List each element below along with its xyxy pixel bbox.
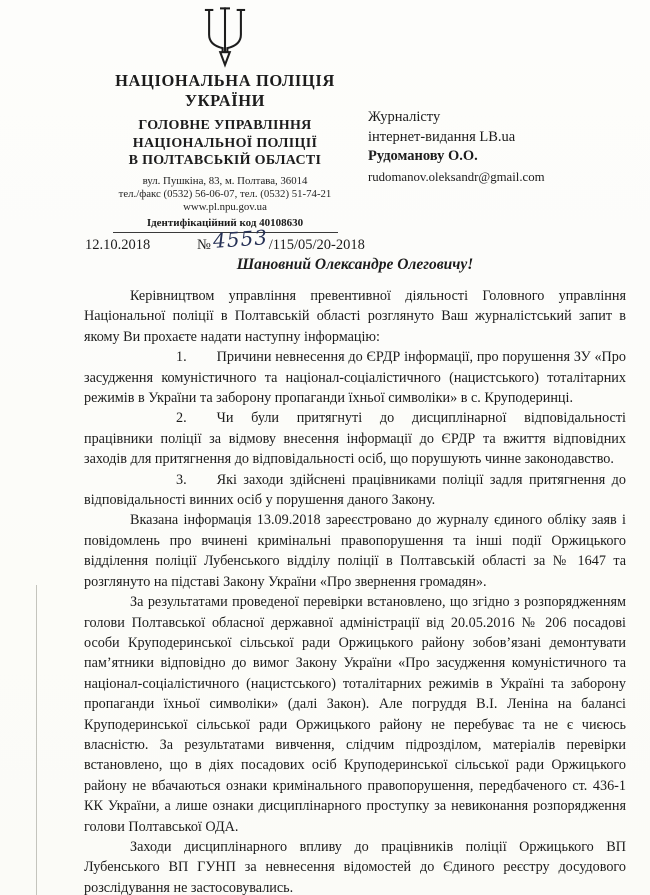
- recipient-org: інтернет-видання LB.ua: [368, 128, 516, 145]
- letter-date: 12.10.2018: [85, 237, 151, 253]
- salutation: Шановний Олександре Олеговичу!: [236, 256, 474, 273]
- dept-line2: НАЦІОНАЛЬНОЇ ПОЛІЦІЇ: [132, 135, 318, 151]
- body-paragraph-item2: [84, 408, 626, 469]
- handwritten-number: 4553: [212, 225, 269, 253]
- org-phones: тел./факс (0532) 56-06-07, тел. (0532) 51-74-21: [118, 187, 332, 200]
- org-name-line1: НАЦІОНАЛЬНА ПОЛІЦІЯ: [115, 71, 335, 90]
- body-paragraph-intro: Керівництвом управління превентивної діяльності Головного управління Національної поліції в Полтавській області розглянуто Ваш журналістський запит в якому Ви прохаєте надати наступну інформацію:: [84, 288, 626, 345]
- org-address: вул. Пушкіна, 83, м. Полтава, 36014: [142, 174, 308, 187]
- recipient-name: Рудоманову О.О.: [368, 148, 478, 164]
- letter-body: [84, 286, 626, 895]
- body-paragraph-conclusion: Заходи дисциплінарного впливу до працівників поліції Оржицького ВП Лубенського ВП ГУНП за невнесення відомостей до Єдиного реєстру досудового розслідування не застосовувались.: [84, 838, 626, 895]
- org-website: www.pl.npu.gov.ua: [183, 200, 267, 213]
- scan-artifact-line: [36, 585, 37, 895]
- dept-line1: ГОЛОВНЕ УПРАВЛІННЯ: [138, 118, 312, 133]
- paragraph-text: Причини невнесення до ЄРДР інформації, про порушення ЗУ «Про засудження комуністичного та націонал-соціалістичного (нацистського) тоталітарних режимів в України та заборону пропаганди їхньої символіки» в с. Круподеринці.: [84, 349, 626, 407]
- contact-block: [40, 175, 410, 214]
- paragraph-text: Які заходи здійснені працівниками поліції задля притягнення до відповідальності винних осіб у порушення даного Закону.: [84, 471, 626, 509]
- paragraph-number: 3.: [176, 471, 187, 488]
- paragraph-number: 1.: [176, 349, 187, 366]
- body-paragraph-findings: За результатами проведеної перевірки встановлено, що згідно з розпорядженням голови Полтавської обласної державної адміністрації від 20.05.2016 № 206 посадові особи Круподеринської сільської ради Оржицького району зобов’язані демонтувати пам’ятники відповідно до вимог Закону України «Про засудження комуністичного та націонал-соціалістичного (нацистського) тоталітарних режимів в Україні та заборону пропаганди їхньої символіки» (далі Закон). Але погруддя В.І. Леніна на балансі Круподеринської сільської ради Оржицького району не перебуває та не є чиєюсь власністю. За результатами вивчення, слідчим підрозділом, матеріалів перевірки встановлено, що в діях посадових осіб Круподеринської сільської ради Оржицького району не вбачаються ознаки кримінального правопорушення, передбаченого ст. 436-1 КК України, а лише ознаки дисциплінарного проступку за невиконання розпорядження голови Полтавської ОДА.: [84, 594, 626, 835]
- org-id-code: Ідентифікаційний код 40108630: [146, 216, 304, 229]
- body-paragraph-item3: [84, 470, 626, 511]
- body-paragraph-item1: [84, 347, 626, 408]
- number-suffix: /115/05/20-2018: [268, 237, 365, 253]
- number-sign: №: [197, 237, 211, 253]
- org-name-line2: УКРАЇНИ: [184, 91, 266, 110]
- paragraph-number: 2.: [176, 410, 187, 427]
- paragraph-text: Чи були притягнуті до дисциплінарної відповідальності працівники поліції за відмову внесення інформації до ЄРДР та вжиття відповідних заходів для притягнення до відповідальності осіб, що порушують чинне законодавство.: [84, 410, 626, 468]
- letter-number: [197, 225, 365, 253]
- ukraine-trident-emblem: [200, 6, 250, 68]
- reference-line: [85, 225, 625, 254]
- letterhead: [40, 6, 410, 233]
- dept-line3: В ПОЛТАВСЬКІЙ ОБЛАСТІ: [128, 153, 322, 168]
- recipient-block: [368, 108, 630, 187]
- body-paragraph-registration: Вказана інформація 13.09.2018 зареєстровано до журналу єдиного обліку заяв і повідомлень про вчинені кримінальні правопорушення та інші події Оржицького відділення поліції Лубенського відділу поліції в Полтавській області за № 1647 та розглянуто на підставі Закону України «Про звернення громадян».: [84, 512, 626, 590]
- recipient-role: Журналісту: [368, 109, 441, 125]
- recipient-email: rudomanov.oleksandr@gmail.com: [368, 169, 545, 184]
- department-name: [40, 117, 410, 170]
